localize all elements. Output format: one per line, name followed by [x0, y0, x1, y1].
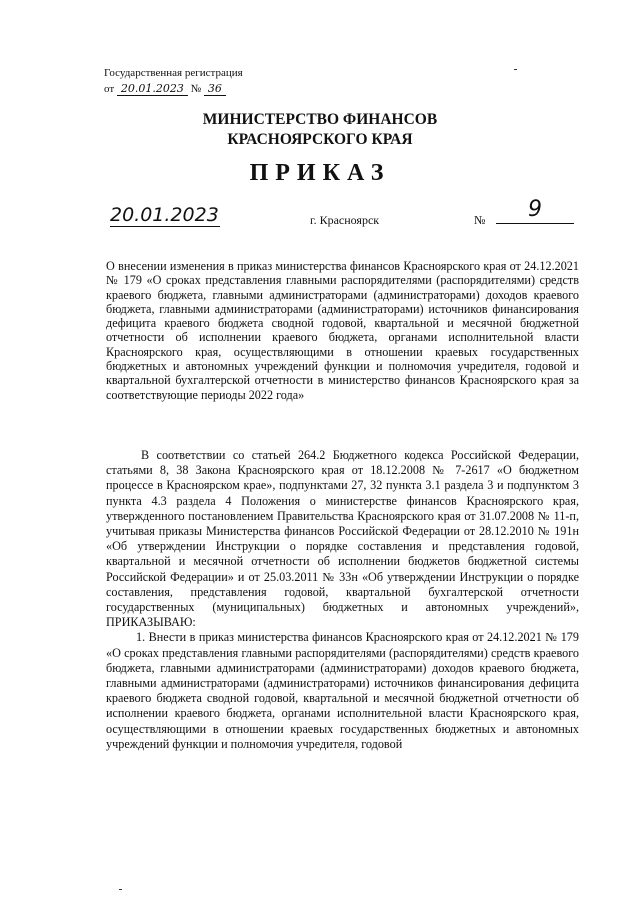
registration-from-prefix: от: [104, 83, 115, 95]
order-date: 20.01.2023: [110, 204, 219, 226]
scan-speck: [119, 889, 122, 890]
order-number-label: №: [474, 213, 486, 227]
registration-line: [104, 81, 243, 97]
document-type: ПРИКАЗ: [249, 160, 391, 186]
order-subject: О внесении изменения в приказ министерства финансов Красноярского края от 24.12.2021 № 179 «О сроках представления главными распорядителями (распорядителями) средств краевого бюджета, главными администраторами (администраторами) доходов краевого бюджета, главными администраторами (администраторами) источников финансирования дефицита краевого бюджета сводной годовой, квартальной и месячной бюджетной отчетности об исполнении краевого бюджета, органами исполнительной власти Красноярского края, осуществляющими в отношении краевых государственных бюджетных и автономных учреждений функции и полномочия учредителя, годовой и квартальной бухгалтерской отчетности в министерство финансов Красноярского края за соответствующие периоды 2022 года»: [106, 259, 579, 402]
registration-number: 36: [204, 82, 226, 96]
item-1-paragraph: 1. Внести в приказ министерства финансов Красноярского края от 24.12.2021 № 179 «О сроках представления главными распорядителями (распорядителями) средств краевого бюджета, главными администраторами (администраторами) доходов краевого бюджета, главными администраторами (администраторами) источников финансирования дефицита краевого бюджета сводной годовой, квартальной и месячной бюджетной отчетности об исполнении краевого бюджета, органами исполнительной власти Красноярского края, осуществляющими в отношении краевых государственных бюджетных и автономных учреждений функции и полномочия учредителя, годовой: [106, 630, 579, 751]
order-body: [106, 448, 579, 752]
preamble-paragraph: В соответствии со статьей 264.2 Бюджетного кодекса Российской Федерации, статьями 8, 38 Закона Красноярского края от 18.12.2008 № 7-2617 «О бюджетном процессе в Красноярском крае», подпунктами 27, 32 пункта 3.1 раздела 3 и подпунктом 3 пункта 4.3 раздела 4 Положения о министерстве финансов Красноярского края, утвержденного постановлением Правительства Красноярского края от 31.07.2008 № 11-п, учитывая приказы Министерства финансов Российской Федерации от 28.12.2010 № 191н «Об утверждении Инструкции о порядке составления и представления годовой, квартальной и месячной отчетности об исполнении бюджетов бюджетной системы Российской Федерации» и от 25.03.2011 № 33н «Об утверждении Инструкции о порядке составления, представления годовой, квартальной бухгалтерской отчетности государственных (муниципальных) бюджетных и автономных учреждений», ПРИКАЗЫВАЮ:: [106, 448, 579, 630]
order-number: 9: [496, 197, 574, 224]
order-city: г. Красноярск: [310, 213, 380, 227]
registration-date: 20.01.2023: [117, 82, 188, 96]
ministry-header: [0, 110, 640, 150]
registration-block: [104, 66, 243, 97]
registration-label: Государственная регистрация: [104, 67, 243, 79]
scan-speck: [514, 69, 517, 70]
ministry-line1: МИНИСТЕРСТВО ФИНАНСОВ: [202, 111, 438, 128]
registration-number-prefix: №: [190, 83, 202, 95]
ministry-line2: КРАСНОЯРСКОГО КРАЯ: [227, 131, 413, 148]
